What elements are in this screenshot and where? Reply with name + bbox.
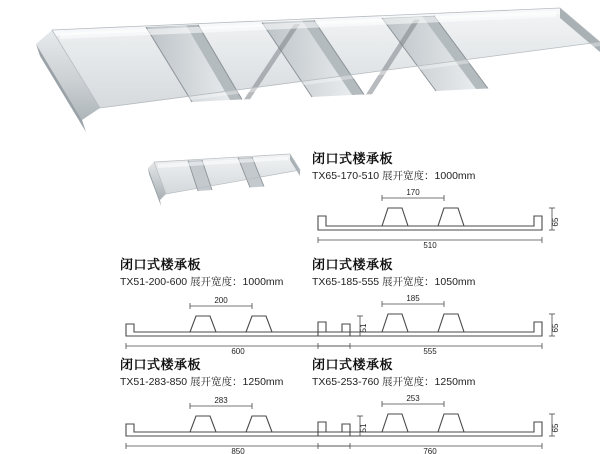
product-width: 展开宽度：1000mm (190, 276, 284, 288)
dim-side: 51 (359, 423, 368, 433)
product-block-tx65-185-555 (312, 258, 592, 354)
product-width: 展开宽度：1250mm (190, 376, 284, 388)
product-model: TX51-200-600 (120, 276, 188, 288)
product-width: 展开宽度：1250mm (382, 376, 476, 388)
product-title: 闭口式楼承板 (312, 151, 394, 166)
product-width: 展开宽度：1050mm (382, 276, 476, 288)
product-model: TX51-283-850 (120, 376, 188, 388)
product-title: 闭口式楼承板 (120, 257, 202, 272)
product-model-line (312, 170, 592, 182)
product-model: TX65-170-510 (312, 170, 380, 182)
dim-bottom: 510 (423, 241, 437, 248)
product-width: 展开宽度：1000mm (382, 170, 476, 182)
dim-top: 253 (406, 394, 420, 403)
product-model-line (312, 376, 592, 388)
product-block-tx65-170-510 (312, 152, 592, 248)
dim-bottom: 555 (423, 347, 437, 354)
dim-side: 65 (551, 217, 560, 227)
product-title: 闭口式楼承板 (312, 257, 394, 272)
product-model: TX65-253-760 (312, 376, 380, 388)
sample-photo-svg (140, 148, 305, 228)
sample-photo (140, 148, 300, 228)
product-model: TX65-185-555 (312, 276, 380, 288)
profile-drawing (312, 186, 562, 248)
dim-bottom: 600 (231, 347, 245, 354)
dim-bottom: 760 (423, 447, 437, 454)
product-title: 闭口式楼承板 (312, 357, 394, 372)
profile-drawing (312, 292, 562, 354)
dim-top: 283 (214, 396, 228, 405)
dim-bottom: 850 (231, 447, 245, 454)
dim-side: 65 (551, 423, 560, 433)
dim-top: 185 (406, 294, 420, 303)
dim-side: 65 (551, 323, 560, 333)
dim-side: 51 (359, 323, 368, 333)
dim-top: 170 (406, 188, 420, 197)
product-title: 闭口式楼承板 (120, 357, 202, 372)
product-block-tx65-253-760 (312, 358, 592, 454)
hero-photo (0, 0, 600, 145)
product-model-line (312, 276, 592, 288)
profile-drawing (312, 392, 562, 454)
dim-top: 200 (214, 296, 228, 305)
hero-photo-svg (0, 0, 600, 145)
